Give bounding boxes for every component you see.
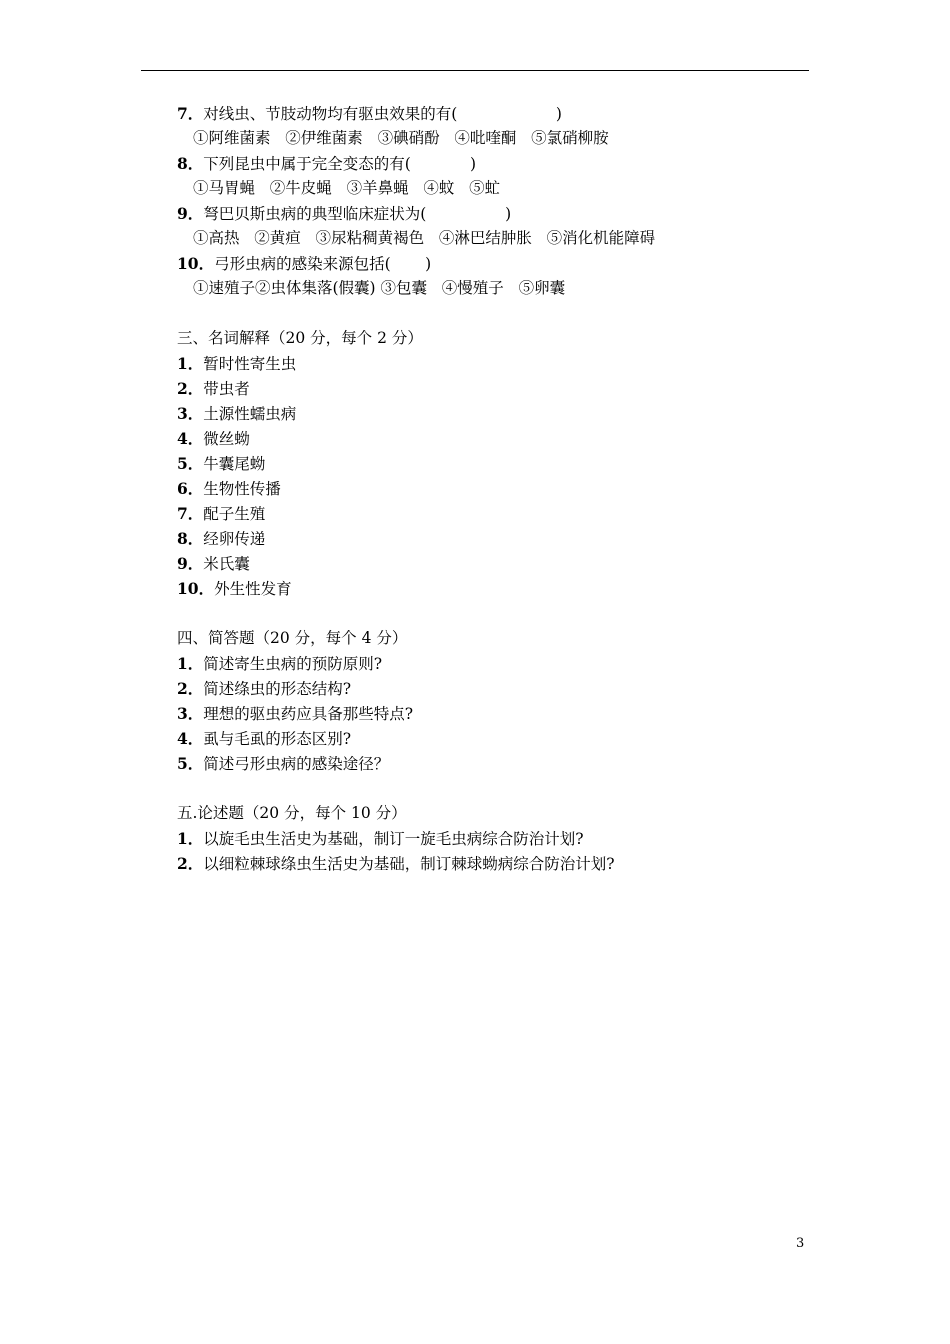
spacer	[177, 601, 817, 626]
item-number: 5．	[177, 754, 204, 773]
item-text: 暂时性寄生虫	[203, 355, 297, 373]
list-item	[177, 726, 817, 751]
page-number: 3	[796, 1236, 805, 1251]
list-item	[177, 551, 817, 576]
item-text: 简述绦虫的形态结构?	[203, 680, 352, 698]
question-10	[177, 251, 817, 276]
spacer	[177, 776, 817, 801]
item-number: 3．	[177, 404, 204, 423]
essay-section	[177, 801, 817, 876]
list-item	[177, 851, 817, 876]
item-number: 9．	[177, 554, 204, 573]
item-text: 以旋毛虫生活史为基础，制订一旋毛虫病综合防治计划?	[203, 830, 584, 848]
question-text: 弩巴贝斯虫病的典型临床症状为( )	[203, 205, 512, 223]
list-item	[177, 526, 817, 551]
list-item	[177, 401, 817, 426]
short-answer-section	[177, 626, 817, 776]
terms-section	[177, 326, 817, 601]
item-number: 2．	[177, 854, 204, 873]
item-text: 外生性发育	[214, 580, 292, 598]
item-text: 配子生殖	[203, 505, 266, 523]
item-text: 土源性蠕虫病	[203, 405, 297, 423]
multiple-choice-section	[177, 101, 817, 301]
list-item	[177, 451, 817, 476]
question-8	[177, 151, 817, 176]
question-number: 8．	[177, 154, 204, 173]
spacer	[177, 301, 817, 326]
section-heading: 五.论述题（20 分，每个 10 分）	[177, 804, 407, 822]
item-number: 4．	[177, 429, 204, 448]
list-item	[177, 651, 817, 676]
question-text: 对线虫、节肢动物均有驱虫效果的有( )	[203, 105, 562, 123]
item-text: 以细粒棘球绦虫生活史为基础，制订棘球蚴病综合防治计划?	[203, 855, 615, 873]
item-text: 理想的驱虫药应具备那些特点?	[203, 705, 414, 723]
section-heading: 四、简答题（20 分，每个 4 分）	[177, 629, 408, 647]
section-heading: 三、名词解释（20 分，每个 2 分）	[177, 329, 423, 347]
item-number: 10．	[177, 579, 215, 598]
item-number: 5．	[177, 454, 204, 473]
item-number: 8．	[177, 529, 204, 548]
item-number: 2．	[177, 379, 204, 398]
item-number: 4．	[177, 729, 204, 748]
item-text: 简述弓形虫病的感染途径？	[203, 755, 390, 773]
header-rule	[141, 70, 809, 71]
question-9-options: ①高热 ②黄疸 ③尿粘稠黄褐色 ④淋巴结肿胀 ⑤消化机能障碍	[193, 229, 656, 247]
list-item	[177, 476, 817, 501]
question-number: 10．	[177, 254, 215, 273]
page-content	[177, 101, 817, 876]
list-item	[177, 351, 817, 376]
list-item	[177, 701, 817, 726]
list-item	[177, 676, 817, 701]
question-7	[177, 101, 817, 126]
question-7-options: ①阿维菌素 ②伊维菌素 ③碘硝酚 ④吡喹酮 ⑤氯硝柳胺	[193, 129, 609, 147]
item-text: 经卵传递	[203, 530, 266, 548]
item-number: 3．	[177, 704, 204, 723]
item-number: 6．	[177, 479, 204, 498]
item-number: 1．	[177, 654, 204, 673]
question-text: 下列昆虫中属于完全变态的有( )	[203, 155, 477, 173]
item-text: 牛囊尾蚴	[203, 455, 266, 473]
question-9	[177, 201, 817, 226]
question-number: 7．	[177, 104, 204, 123]
item-text: 微丝蚴	[203, 430, 250, 448]
item-number: 1．	[177, 354, 204, 373]
item-number: 7．	[177, 504, 204, 523]
item-text: 简述寄生虫病的预防原则?	[203, 655, 383, 673]
list-item	[177, 751, 817, 776]
item-text: 虱与毛虱的形态区别?	[203, 730, 352, 748]
list-item	[177, 501, 817, 526]
item-text: 米氏囊	[203, 555, 250, 573]
question-number: 9．	[177, 204, 204, 223]
list-item	[177, 826, 817, 851]
question-8-options: ①马胃蝇 ②牛皮蝇 ③羊鼻蝇 ④蚊 ⑤虻	[193, 179, 501, 197]
item-text: 生物性传播	[203, 480, 281, 498]
question-text: 弓形虫病的感染来源包括( )	[214, 255, 432, 273]
list-item	[177, 376, 817, 401]
question-10-options: ①速殖子②虫体集落(假囊) ③包囊 ④慢殖子 ⑤卵囊	[193, 279, 566, 297]
list-item	[177, 576, 817, 601]
list-item	[177, 426, 817, 451]
item-number: 2．	[177, 679, 204, 698]
item-number: 1．	[177, 829, 204, 848]
item-text: 带虫者	[203, 380, 250, 398]
